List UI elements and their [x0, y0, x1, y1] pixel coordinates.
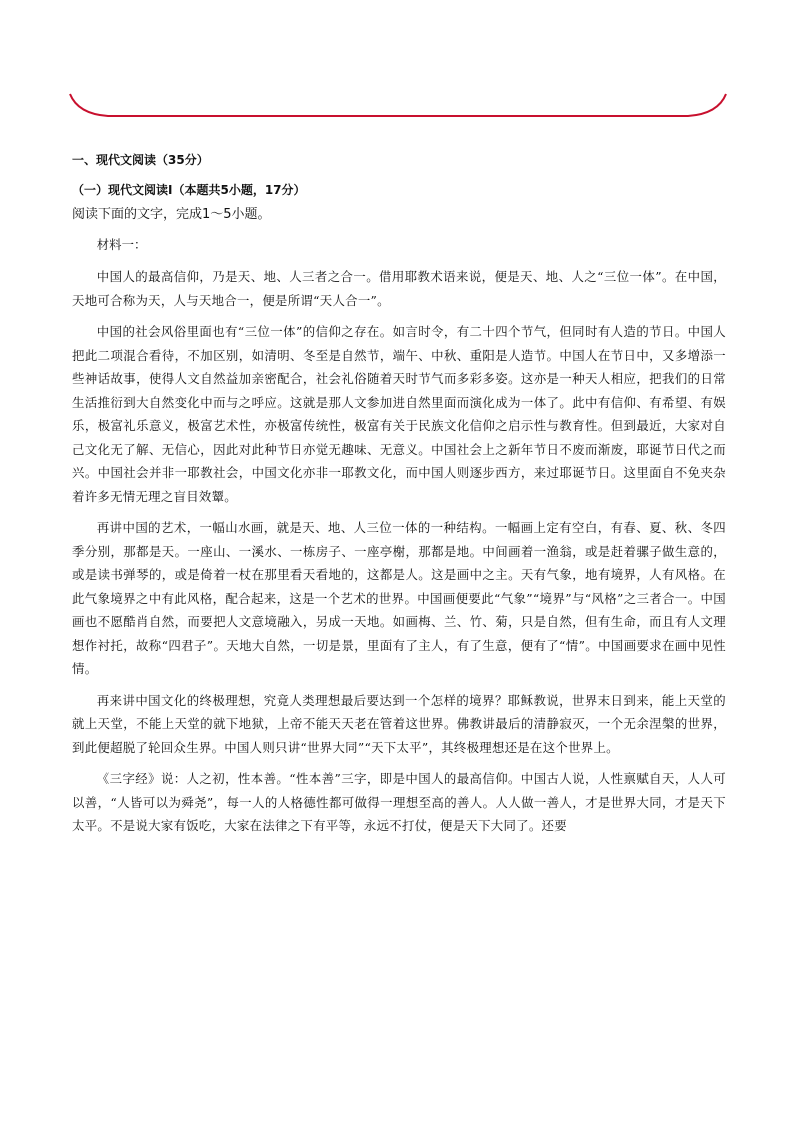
document-body — [72, 151, 726, 846]
subsection-heading: （一）现代文阅读Ⅰ（本题共5小题，17分） — [72, 183, 306, 197]
passage-paragraph: 再讲中国的艺术，一幅山水画，就是天、地、人三位一体的一种结构。一幅画上定有空白，有春、夏、秋、冬四季分别，那都是天。一座山、一溪水、一栋房子、一座亭榭，那都是地。中间画着一渔翁，或是赶着骡子做生意的，或是读书弹琴的，或是倚着一杖在那里看天看地的，这都是人。这是画中之主。天有气象，地有境界，人有风格。在此气象境界之中有此风格，配合起来，这是一个艺术的世界。中国画便要此“气象”“境界”与“风格”之三者合一。中国画也不愿酷肖自然，而要把人文意境融入，另成一天地。如画梅、兰、竹、菊，只是自然，但有生命，而且有人文理想作衬托，故称“四君子”。天地大自然，一切是景，里面有了主人，有了生意，便有了“情”。中国画要求在画中见性情。 — [72, 520, 726, 676]
header-decorative-curve — [68, 92, 728, 122]
section-heading: 一、现代文阅读（35分） — [72, 153, 209, 167]
passage-paragraph: 再来讲中国文化的终极理想，究竟人类理想最后要达到一个怎样的境界？耶稣教说，世界末日到来，能上天堂的就上天堂，不能上天堂的就下地狱，上帝不能天天老在管着这世界。佛教讲最后的清静寂灭，一个无余涅槃的世界，到此便超脱了轮回众生界。中国人则只讲“世界大同”“天下太平”，其终极理想还是在这个世界上。 — [72, 692, 726, 755]
reading-instruction: 阅读下面的文字，完成1～5小题。 — [72, 207, 271, 222]
passage-paragraph: 中国人的最高信仰，乃是天、地、人三者之合一。借用耶教术语来说，便是天、地、人之“三位一体”。在中国，天地可合称为天，人与天地合一，便是所谓“天人合一”。 — [72, 269, 726, 308]
passage-paragraph: 《三字经》说：人之初，性本善。“性本善”三字，即是中国人的最高信仰。中国古人说，人性禀赋自天，人人可以善，“人皆可以为舜尧”，每一人的人格德性都可做得一理想至高的善人。人人做一善人，才是世界大同，才是天下太平。不是说大家有饭吃，大家在法律之下有平等，永远不打仗，便是天下大同了。还要 — [72, 771, 726, 833]
material-label: 材料一： — [96, 237, 147, 252]
passage-paragraph: 中国的社会风俗里面也有“三位一体”的信仰之存在。如言时令，有二十四个节气，但同时有人造的节日。中国人把此二项混合看待，不加区别，如清明、冬至是自然节，端午、中秋、重阳是人造节。中国人在节日中，又多增添一些神话故事，使得人文自然益加亲密配合，社会礼俗随着天时节气而多彩多姿。这亦是一种天人相应，把我们的日常生活推衍到大自然变化中而与之呼应。这就是那人文参加进自然里面而演化成为一体了。此中有信仰、有希望、有娱乐，极富礼乐意义，极富艺术性，亦极富传统性，极富有关于民族文化信仰之启示性与教育性。但到最近，大家对自己文化无了解、无信心，因此对此种节日亦觉无趣味、无意义。中国社会上之新年节日不废而渐废，耶诞节日代之而兴。中国社会并非一耶教社会，中国文化亦非一耶教文化，而中国人则逐步西方，来过耶诞节日。这里面自不免夹杂着许多无情无理之盲目效颦。 — [72, 324, 726, 504]
